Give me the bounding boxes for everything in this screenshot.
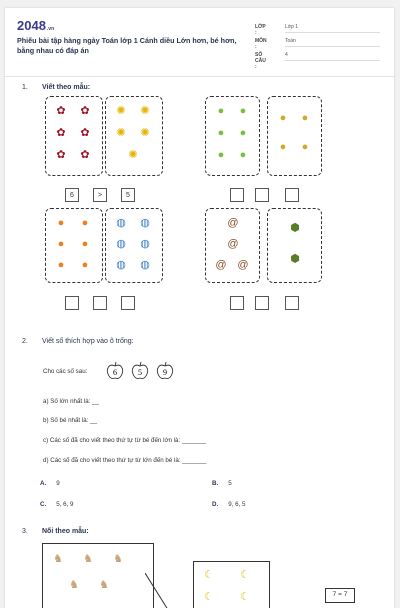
apple-number: 6 (113, 368, 117, 377)
answer-box[interactable] (121, 296, 135, 310)
banana-icon: ☾ (204, 591, 214, 603)
apple-number: 9 (163, 368, 167, 377)
turtle-icon: ⬢ (290, 253, 300, 265)
expression-box: 7 = 7 (325, 588, 355, 603)
rose-group (45, 96, 103, 176)
volleyball-icon: ◍ (116, 238, 126, 250)
header-divider (5, 76, 394, 77)
apple-number-icon (105, 361, 125, 381)
rabbit-box (42, 543, 154, 608)
site-logo[interactable]: 2048.vn (17, 18, 55, 33)
banana-icon: ☾ (204, 569, 214, 581)
answer-box[interactable] (285, 188, 299, 202)
sunflower-icon: ✺ (116, 127, 126, 139)
question-2-title: 2. Viết số thích hợp vào ô trống: (22, 338, 134, 345)
answer-box[interactable] (285, 296, 299, 310)
q2-part-d: d) Các số đã cho viết theo thứ tự từ lớn đến bé là: _______ (43, 457, 207, 464)
orange-icon: ● (81, 217, 89, 229)
green-apple-group (205, 96, 260, 176)
q2-part-b: b) Số bé nhất là: __ (43, 417, 98, 424)
snail-group (205, 208, 260, 283)
orange-icon: ● (57, 217, 65, 229)
sunflower-icon: ✺ (140, 127, 150, 139)
orange-icon: ● (57, 259, 65, 271)
q2-part-a: a) Số lớn nhất là: __ (43, 398, 99, 405)
option-d[interactable]: D. 9, 6, 5 (212, 501, 246, 508)
question-3-title: 3. Nối theo mẫu: (22, 528, 89, 535)
option-c[interactable]: C. 5, 6, 9 (40, 501, 74, 508)
sunflower-icon: ✺ (140, 105, 150, 117)
rabbit-icon: ♞ (99, 579, 109, 591)
apple-number: 5 (138, 368, 142, 377)
sample-right-box: 5 (121, 188, 135, 202)
rabbit-icon: ♞ (69, 579, 79, 591)
option-b[interactable]: B. 5 (212, 480, 232, 487)
volleyball-icon: ◍ (140, 238, 150, 250)
pear-icon: ● (279, 112, 287, 124)
orange-icon: ● (57, 238, 65, 250)
sunflower-icon: ✺ (128, 149, 138, 161)
rabbit-icon: ♞ (83, 553, 93, 565)
rose-icon: ✿ (56, 127, 66, 139)
rabbit-icon: ♞ (53, 553, 63, 565)
volleyball-icon: ◍ (116, 259, 126, 271)
sunflower-group (105, 96, 163, 176)
apple-icon: ● (217, 105, 225, 117)
sample-left-box: 6 (65, 188, 79, 202)
snail-icon: @ (227, 217, 239, 229)
answer-box[interactable] (65, 296, 79, 310)
option-a[interactable]: A. 9 (40, 480, 60, 487)
pear-icon: ● (301, 141, 309, 153)
banana-box (193, 561, 270, 608)
rose-icon: ✿ (56, 105, 66, 117)
apple-icon: ● (239, 127, 247, 139)
answer-box[interactable] (93, 296, 107, 310)
apple-number-icon (155, 361, 175, 381)
volleyball-icon: ◍ (116, 217, 126, 229)
apple-number-icon (130, 361, 150, 381)
turtle-icon: ⬢ (290, 222, 300, 234)
orange-icon: ● (81, 259, 89, 271)
volleyball-icon: ◍ (140, 259, 150, 271)
snail-icon: @ (215, 259, 227, 271)
pear-icon: ● (279, 141, 287, 153)
given-numbers-label: Cho các số sau: (43, 368, 88, 375)
apple-icon: ● (239, 105, 247, 117)
rose-icon: ✿ (80, 105, 90, 117)
snail-icon: @ (237, 259, 249, 271)
page-title: Phiếu bài tập hàng ngày Toán lớp 1 Cánh diều Lớn hơn, bé hơn, bằng nhau có đáp án (17, 36, 237, 55)
sunflower-icon: ✺ (116, 105, 126, 117)
apple-icon: ● (217, 127, 225, 139)
answer-box[interactable] (255, 188, 269, 202)
apple-icon: ● (217, 149, 225, 161)
answer-box[interactable] (230, 188, 244, 202)
pear-icon: ● (301, 112, 309, 124)
orange-group (45, 208, 103, 283)
rabbit-icon: ♞ (113, 553, 123, 565)
question-1-title: 1. Viết theo mẫu: (22, 84, 91, 91)
rose-icon: ✿ (80, 127, 90, 139)
banana-icon: ☾ (240, 591, 250, 603)
volleyball-group (105, 208, 163, 283)
rose-icon: ✿ (56, 149, 66, 161)
snail-icon: @ (227, 238, 239, 250)
orange-icon: ● (81, 238, 89, 250)
sample-sign-box: > (93, 188, 107, 202)
apple-icon: ● (239, 149, 247, 161)
answer-box[interactable] (230, 296, 244, 310)
q2-part-c: c) Các số đã cho viết theo thứ tự từ bé đến lớn là: _______ (43, 437, 207, 444)
pear-group (267, 96, 322, 176)
connector-line (145, 573, 175, 608)
answer-box[interactable] (255, 296, 269, 310)
rose-icon: ✿ (80, 149, 90, 161)
turtle-group (267, 208, 322, 283)
banana-icon: ☾ (240, 569, 250, 581)
worksheet-page: 2048.vn Phiếu bài tập hàng ngày Toán lớp 1 Cánh diều Lớn hơn, bé hơn, bằng nhau có đáp án LỚP : Lớp 1 MÔN : Toán SỐ CÂU : 4 1. Viết theo mẫu: ✿ ✿ ✿ ✿ ✿ ✿ ✺ ✺ ✺ ✺ ✺ 6 > 5 ● ● ● ● ● ● ● ● ● ● ● ● ● ● ● ● ◍ ◍ ◍ ◍ ◍ ◍ @ @ @ @ ⬢ ⬢ 2. Viết số thích hợp vào ô trống: Cho các số sau: 6 5 9 a) Số lớn nhất là: __ b) Số bé nhất là: __ c) Các số đã cho viết theo thứ tự từ bé đến lớn là: _______ d) Các số đã cho viết theo thứ tự từ lớn đến bé là: _______ A. 9 B. 5 C. 5, 6, 9 D. 9, 6, 5 3. Nối theo mẫu: ♞ ♞ ♞ ♞ ♞ ☾ ☾ ☾ ☾ 7 = 7 (5, 8, 394, 608)
volleyball-icon: ◍ (140, 217, 150, 229)
